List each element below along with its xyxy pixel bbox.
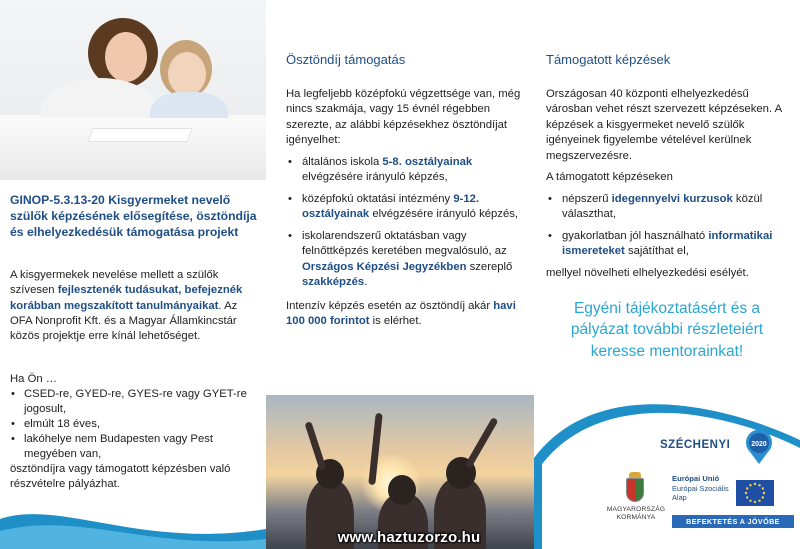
intro-paragraph: A kisgyermekek nevelése mellett a szülők szívesen fejlesztenék tudásukat, befejeznék korábban megszakított tanulmányaikat. Az OFA Nonprofit Kft. és a Magyar Államkincstár közös projektje erre kínál lehetőséget.	[10, 269, 243, 342]
training-item: • gyakorlatban jól használható informatikai ismereteket sajátíthat el,	[546, 229, 791, 260]
svg-text:2020: 2020	[751, 441, 767, 448]
trainings-list	[546, 192, 791, 260]
eu-logo-block	[672, 472, 800, 532]
training-item: • népszerű idegennyelvi kurzusok közül választhat,	[546, 192, 791, 223]
column-middle	[266, 0, 534, 549]
column-left	[0, 0, 266, 549]
scholarship-list	[286, 155, 526, 291]
mentor-call-to-action: Egyéni tájékoztatásért és a pályázat további részleteiért keresse mentorainkat!	[570, 300, 764, 360]
scholarship-item: • középfokú oktatási intézmény 9-12. osztályainak elvégzésére irányuló képzés,	[286, 192, 526, 223]
szechenyi-label: SZÉCHENYI	[660, 439, 731, 451]
scholarship-heading: Ösztöndíj támogatás	[286, 52, 406, 67]
mother-child-photo	[0, 0, 266, 180]
project-title: GINOP-5.3.13-20 Kisgyermeket nevelő szülők képzésének elősegítése, ösztöndíja és elhelyezkedésük támogatása projekt	[10, 193, 257, 240]
eu-flag-icon	[736, 480, 774, 506]
blue-wave-decoration	[0, 489, 266, 549]
scholarship-item: • általános iskola 5-8. osztályainak elvégzésére irányuló képzés,	[286, 155, 526, 186]
eu-slogan-bar: BEFEKTETÉS A JÖVŐBE	[672, 515, 794, 528]
column-right	[534, 0, 800, 549]
conditions-list	[10, 387, 262, 462]
hungarian-coat-of-arms-icon	[626, 478, 644, 502]
scholarship-text	[286, 87, 526, 330]
eligibility-section	[10, 372, 262, 492]
government-label: MAGYARORSZÁG KORMÁNYA	[606, 506, 666, 521]
condition-item: • elmúlt 18 éves,	[10, 417, 262, 432]
eu-text: Európai Unió Európai Szociális Alap	[672, 474, 729, 503]
trainings-text	[546, 87, 791, 287]
scholarship-item: • iskolarendszerű oktatásban vagy felnőttképzés keretében megvalósuló, az Országos Képzési Jegyzékben szereplő szakképzés.	[286, 229, 526, 291]
ha-on-label: Ha Ön …	[10, 373, 58, 385]
condition-item: • CSED-re, GYED-re, GYES-re vagy GYET-re jogosult,	[10, 387, 262, 417]
szechenyi-badge-icon	[744, 430, 774, 464]
sunset-friends-photo	[266, 395, 534, 549]
website-watermark: www.haztuzorzo.hu	[337, 529, 481, 546]
condition-item: • lakóhelye nem Budapesten vagy Pest megyében van,	[10, 432, 262, 462]
scholarship-intro: Ha legfeljebb középfokú végzettsége van, még nincs szakmája, vagy 15 évnél régebben szerezte, az alábbi képzésekhez ösztöndíjat igényelhet:	[286, 88, 521, 147]
closing-text: ösztöndíjra vagy támogatott képzésben való részvételre pályázhat.	[10, 463, 231, 491]
trainings-heading: Támogatott képzések	[546, 52, 671, 67]
intro-highlight: fejlesztenék tudásukat, befejeznék korábban megszakított tanulmányaikat	[10, 284, 243, 312]
trainings-p1: Országosan 40 központi elhelyezkedésű városban vehet részt szervezett képzéseken. A képzések a kisgyermeket nevelő szülők igényeinek figyelembe vételével kerülnek megszervezésre.	[546, 88, 782, 162]
trainings-p3: mellyel növelheti elhelyezkedési esélyét.	[546, 266, 749, 279]
scholarship-amount: Intenzív képzés esetén az ösztöndíj akár havi 100 000 forintot is elérhet.	[286, 299, 516, 328]
trainings-p2: A támogatott képzéseken	[546, 171, 673, 184]
